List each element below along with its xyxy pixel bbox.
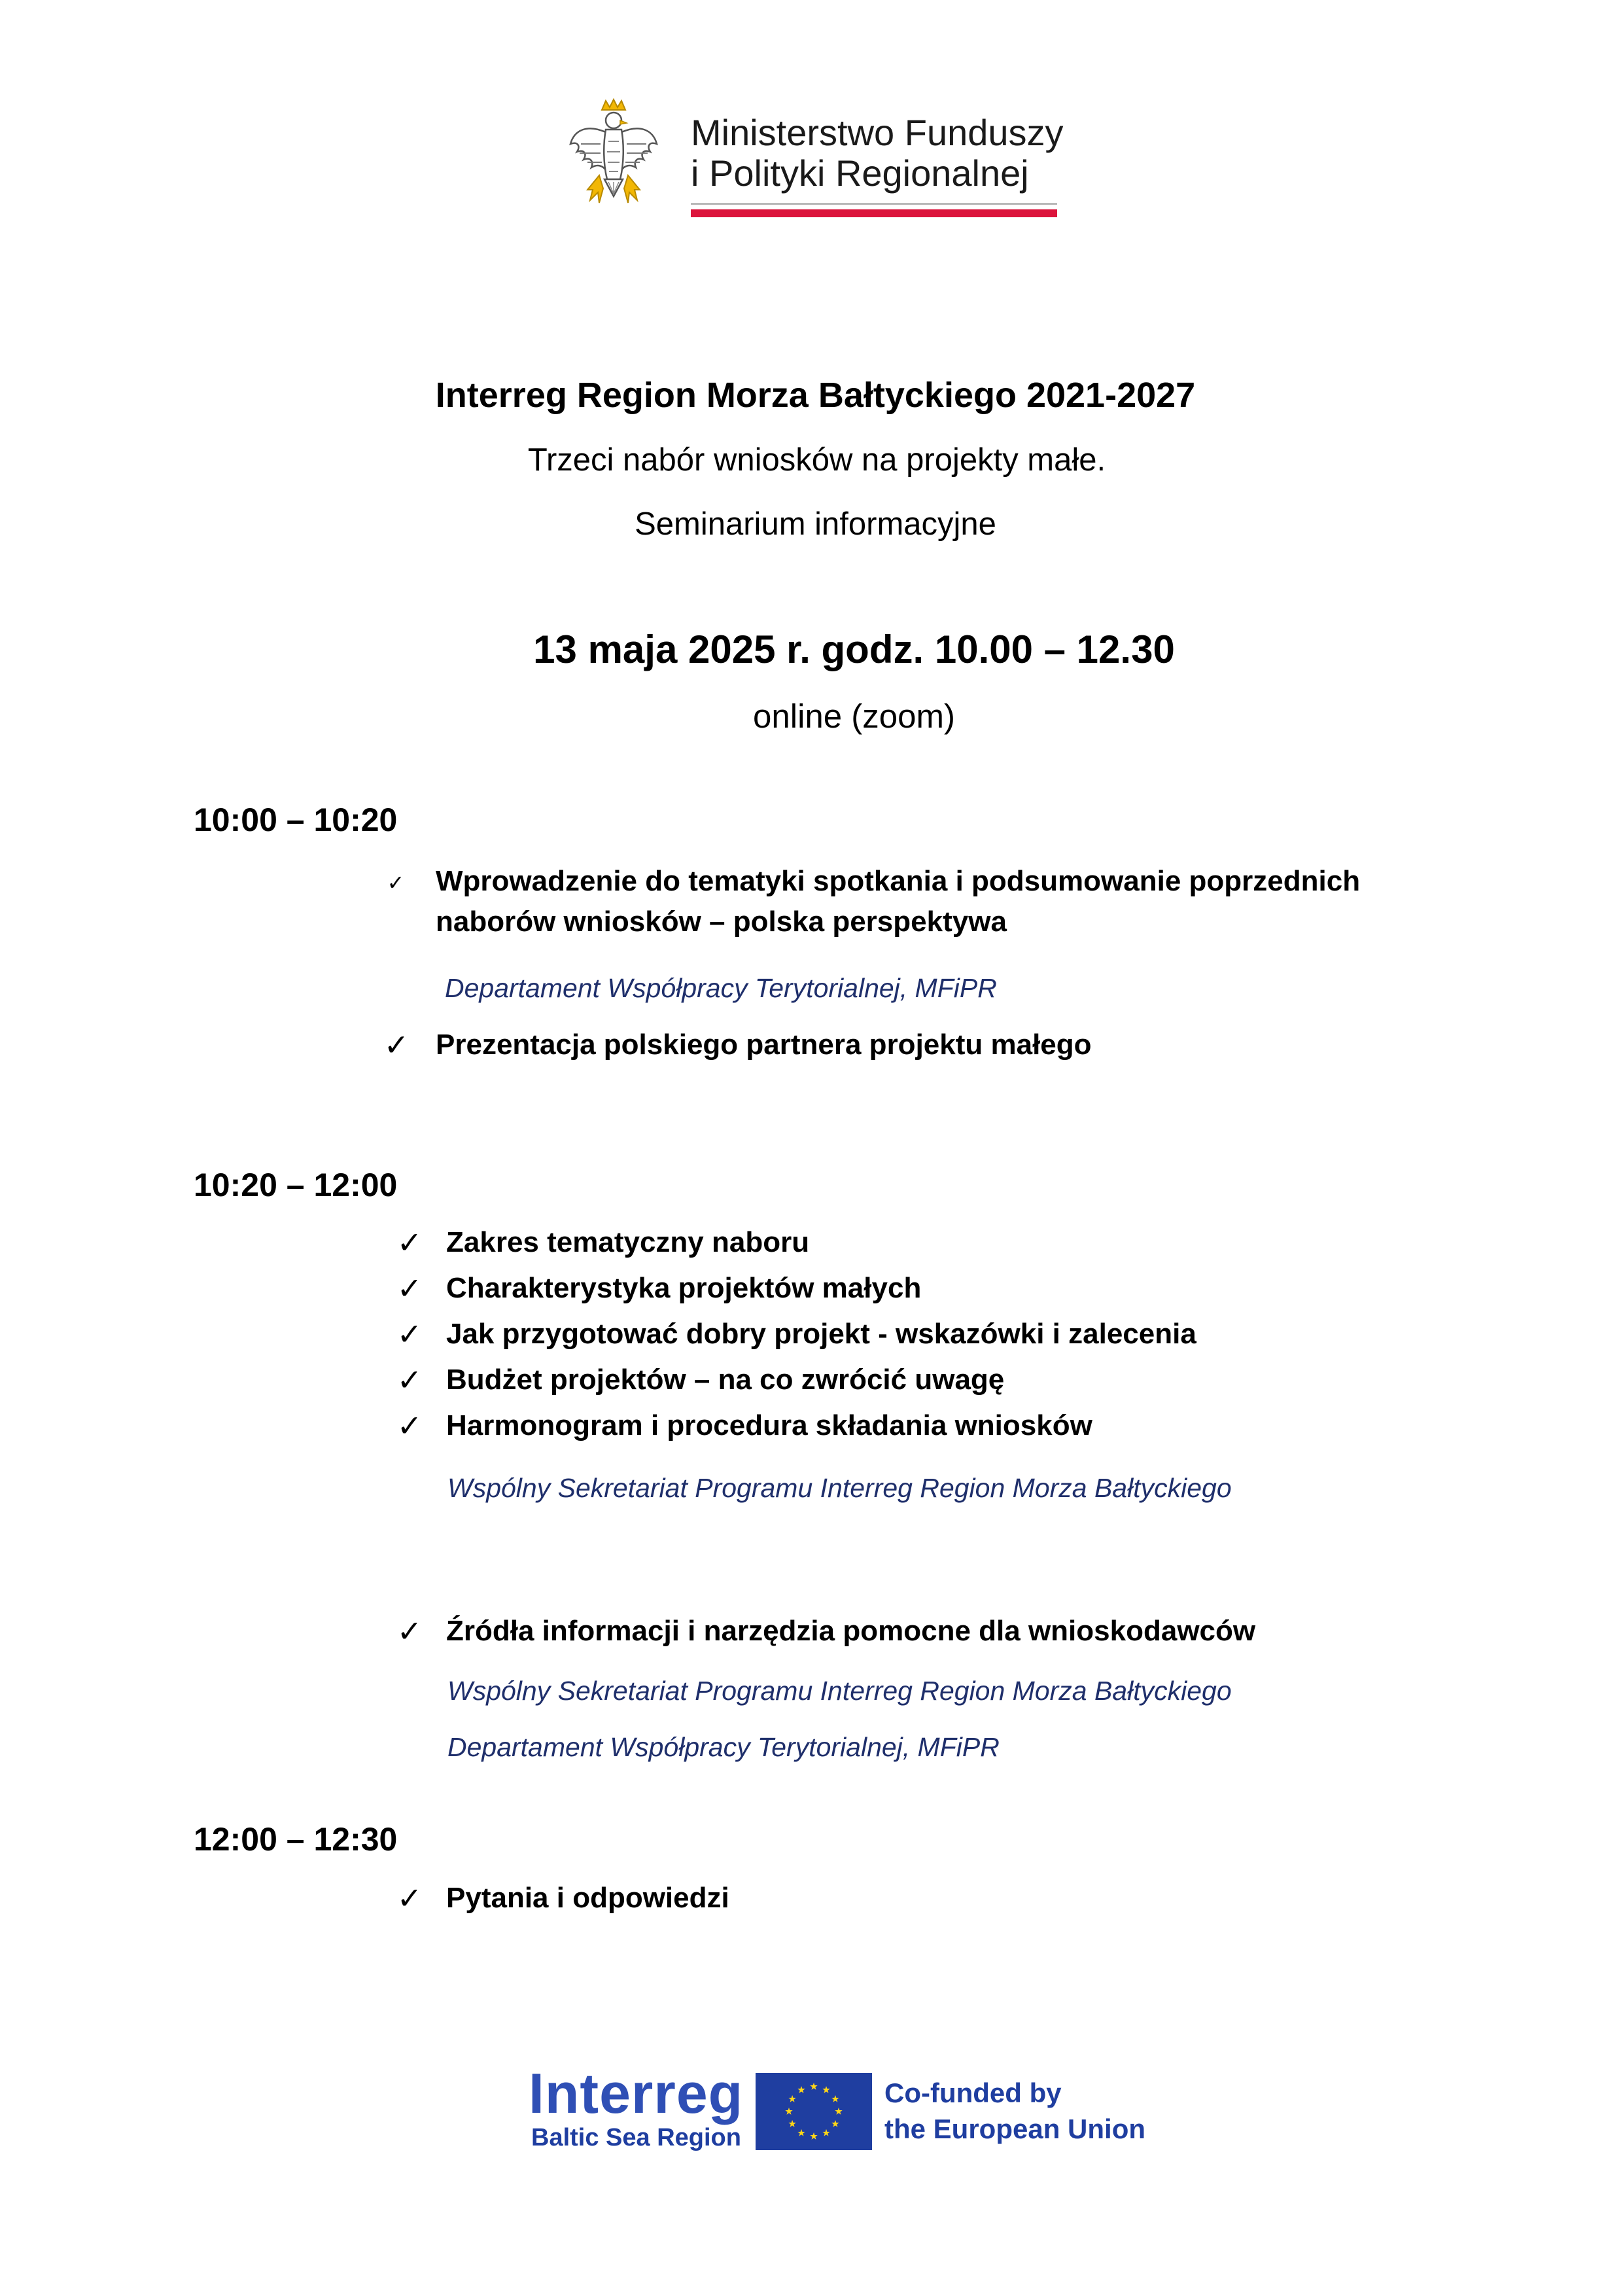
interreg-wordmark: Interreg: [529, 2062, 744, 2125]
check-icon: ✓: [396, 1363, 423, 1397]
time-slot-3: 12:00 – 12:30: [194, 1821, 398, 1858]
agenda-item: Jak przygotować dobry projekt - wskazówki i zalecenia: [446, 1318, 1196, 1350]
check-icon: ✓: [396, 1271, 423, 1305]
event-date: 13 maja 2025 r. godz. 10.00 – 12.30: [533, 627, 1175, 671]
presenter-label: Departament Współpracy Terytorialnej, MFiPR: [445, 973, 997, 1003]
time-slot-2: 10:20 – 12:00: [194, 1167, 398, 1203]
check-icon: ✓: [396, 1614, 423, 1648]
check-icon: ✓: [396, 1409, 423, 1443]
interreg-logo: [529, 2062, 744, 2159]
presenter-label: Wspólny Sekretariat Programu Interreg Region Morza Bałtyckiego: [447, 1676, 1232, 1706]
check-icon: ✓: [387, 871, 405, 894]
agenda-item: Harmonogram i procedura składania wniosków: [446, 1409, 1092, 1441]
agenda-item-resources: Źródła informacji i narzędzia pomocne dla wnioskodawców: [446, 1615, 1256, 1647]
ministry-grey-rule: [691, 203, 1057, 205]
ministry-name-line2: i Polityki Regionalnej: [691, 152, 1029, 194]
check-icon: ✓: [396, 1226, 423, 1260]
document-title: Interreg Region Morza Bałtyckiego 2021-2027: [435, 376, 1196, 415]
document-subtitle: Trzeci nabór wniosków na projekty małe.: [527, 442, 1106, 478]
presenter-label: Wspólny Sekretariat Programu Interreg Region Morza Bałtyckiego: [447, 1473, 1232, 1503]
agenda-item: Zakres tematyczny naboru: [446, 1226, 810, 1258]
agenda-item-intro-line2: naborów wniosków – polska perspektywa: [436, 906, 1007, 938]
ministry-name-line1: Ministerstwo Funduszy: [691, 112, 1064, 153]
agenda-item-qa: Pytania i odpowiedzi: [446, 1882, 729, 1914]
check-icon: ✓: [383, 1028, 410, 1062]
ministry-logo: [568, 98, 1065, 229]
ministry-red-rule: [691, 209, 1057, 217]
event-venue: online (zoom): [753, 698, 955, 735]
cofunded-line1: Co-funded by: [884, 2077, 1062, 2108]
event-type: Seminarium informacyjne: [635, 506, 996, 542]
agenda-item-intro-line1: Wprowadzenie do tematyki spotkania i podsumowanie poprzednich: [436, 865, 1361, 897]
cofunded-line2: the European Union: [884, 2113, 1145, 2144]
time-slot-1: 10:00 – 10:20: [194, 802, 398, 838]
agenda-item-partner-presentation: Prezentacja polskiego partnera projektu małego: [436, 1029, 1092, 1061]
white-eagle-emblem-icon: [568, 98, 659, 220]
check-icon: ✓: [396, 1881, 423, 1915]
interreg-programme-name: Baltic Sea Region: [531, 2124, 741, 2151]
eu-flag-icon: [756, 2073, 872, 2150]
agenda-item: Budżet projektów – na co zwrócić uwagę: [446, 1364, 1005, 1396]
agenda-item: Charakterystyka projektów małych: [446, 1272, 922, 1304]
presenter-label: Departament Współpracy Terytorialnej, MFiPR: [447, 1732, 1000, 1762]
check-icon: ✓: [396, 1317, 423, 1351]
